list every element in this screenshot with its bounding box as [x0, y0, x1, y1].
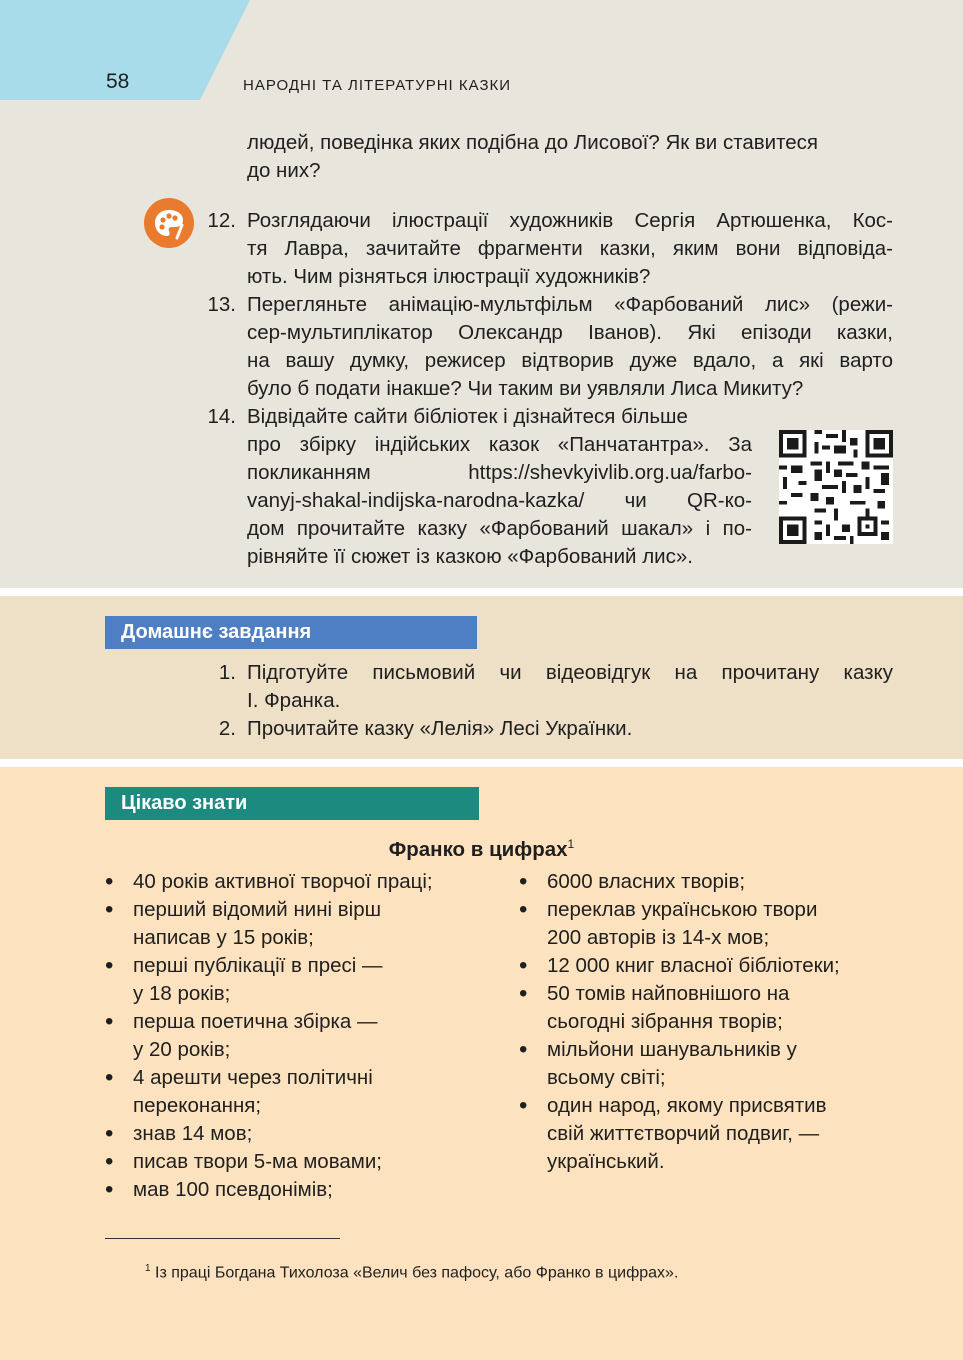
text-line: • 4 арешти через політичні [133, 1066, 373, 1089]
text-line: дом прочитайте казку «Фарбований шакал» і по- [247, 517, 752, 540]
footnote-rule [105, 1238, 340, 1239]
homework-item [247, 659, 893, 715]
fact-item [105, 1008, 505, 1064]
footnote-ref: 1 [567, 837, 575, 851]
text-line: було б подати інакше? Чи таким ви уявляли Лиса Микиту? [247, 377, 804, 400]
text-line: 200 авторів із 14-х мов; [547, 926, 770, 949]
text-line: • перша поетична збірка — [133, 1010, 378, 1033]
subtitle-text: Франко в цифрах [388, 837, 568, 861]
text-line: • 12 000 книг власної бібліотеки; [547, 954, 840, 977]
facts-right-column [519, 868, 919, 1176]
interesting-header: Цікаво знати [105, 787, 479, 820]
palette-icon [144, 198, 194, 248]
text-line: про збірку індійських казок «Панчатантра». За [247, 433, 752, 456]
text-line: свій життєтворчий подвиг, — [547, 1122, 820, 1145]
homework-item [247, 715, 893, 743]
text-line: І. Франка. [247, 689, 341, 712]
text-line: Прочитайте казку «Лелія» Лесі Українки. [247, 717, 633, 740]
text-line: переконання; [133, 1094, 262, 1117]
text-line: у 20 років; [133, 1038, 231, 1061]
question-continuation [247, 129, 893, 185]
fact-item [519, 1036, 919, 1092]
text-line: український. [547, 1150, 665, 1173]
fact-item [519, 896, 919, 952]
task-text [247, 207, 893, 291]
text-line: • 6000 власних творів; [547, 870, 746, 893]
text-line: написав у 15 років; [133, 926, 314, 949]
text-line: • перший відомий нині вірш [133, 898, 382, 921]
text-line: • мав 100 псевдонімів; [133, 1178, 333, 1201]
text-line: у 18 років; [133, 982, 231, 1005]
divider [0, 588, 963, 596]
footnote-mark: 1 [145, 1263, 151, 1274]
fact-item [105, 1148, 505, 1176]
fact-item [519, 868, 919, 896]
text-line: сер-мультиплікатор Олександр Іванов). Які епізоди казки, [247, 321, 893, 344]
facts-left-column [105, 868, 505, 1204]
qr-code-icon[interactable] [778, 430, 894, 544]
footnote [145, 1258, 678, 1284]
text-line: Відвідайте сайти бібліотек і дізнайтеся більше [247, 405, 688, 428]
text-line: • 40 років активної творчої праці; [133, 870, 433, 893]
text-line: • перші публікації в пресі — [133, 954, 383, 977]
text-line: на вашу думку, режисер відтворив дуже вдало, а які варто [247, 349, 893, 372]
text-line: • писав твори 5-ма мовами; [133, 1150, 383, 1173]
text-line: до них? [247, 159, 321, 182]
text-line: Розглядаючи ілюстрації художників Сергія Артюшенка, Кос- [247, 209, 893, 232]
fact-item [519, 1092, 919, 1176]
text-line: ють. Чим різняться ілюстрації художників? [247, 265, 651, 288]
fact-item [105, 868, 505, 896]
fact-item [519, 952, 919, 980]
text-line: рівняйте її сюжет із казкою «Фарбований лис». [247, 545, 693, 568]
text-line: • один народ, якому присвятив [547, 1094, 827, 1117]
text-line: • переклав українською твори [547, 898, 818, 921]
fact-item [105, 896, 505, 952]
section-subtitle [0, 830, 963, 864]
homework-header: Домашнє завдання [105, 616, 477, 649]
task-text [247, 291, 893, 403]
text-line: Перегляньте анімацію-мультфільм «Фарбований лис» (режи- [247, 293, 893, 316]
task-number: 12. [207, 209, 236, 232]
fact-item [105, 1176, 505, 1204]
text-line: • мільйони шанувальників у [547, 1038, 797, 1061]
text-line[interactable]: vanyj-shakal-indijska-narodna-kazka/ чи QR-ко- [247, 489, 752, 512]
task-number: 13. [207, 293, 236, 316]
fact-item [105, 1064, 505, 1120]
page-number: 58 [106, 70, 130, 93]
task-text [247, 403, 752, 571]
text-line: сьогодні зібрання творів; [547, 1010, 783, 1033]
text-line: • 50 томів найповнішого на [547, 982, 790, 1005]
homework-number: 1. [218, 661, 236, 684]
fact-item [519, 980, 919, 1036]
divider [0, 759, 963, 767]
text-line: тя Лавра, зачитайте фрагменти казки, яким вони відповіда- [247, 237, 893, 260]
fact-item [105, 1120, 505, 1148]
fact-item [105, 952, 505, 1008]
task-number: 14. [207, 405, 236, 428]
footnote-text: Із праці Богдана Тихолоза «Велич без пафосу, або Франко в цифрах». [155, 1264, 679, 1282]
running-title: НАРОДНІ ТА ЛІТЕРАТУРНІ КАЗКИ [243, 77, 512, 94]
text-line[interactable]: покликанням https://shevkyivlib.org.ua/farbo- [247, 461, 752, 484]
text-line: • знав 14 мов; [133, 1122, 253, 1145]
text-line: людей, поведінка яких подібна до Лисової? Як ви ставитеся [247, 131, 819, 154]
text-line: всьому світі; [547, 1066, 666, 1089]
homework-number: 2. [218, 717, 236, 740]
text-line: Підготуйте письмовий чи відеовідгук на прочитану казку [247, 661, 893, 684]
